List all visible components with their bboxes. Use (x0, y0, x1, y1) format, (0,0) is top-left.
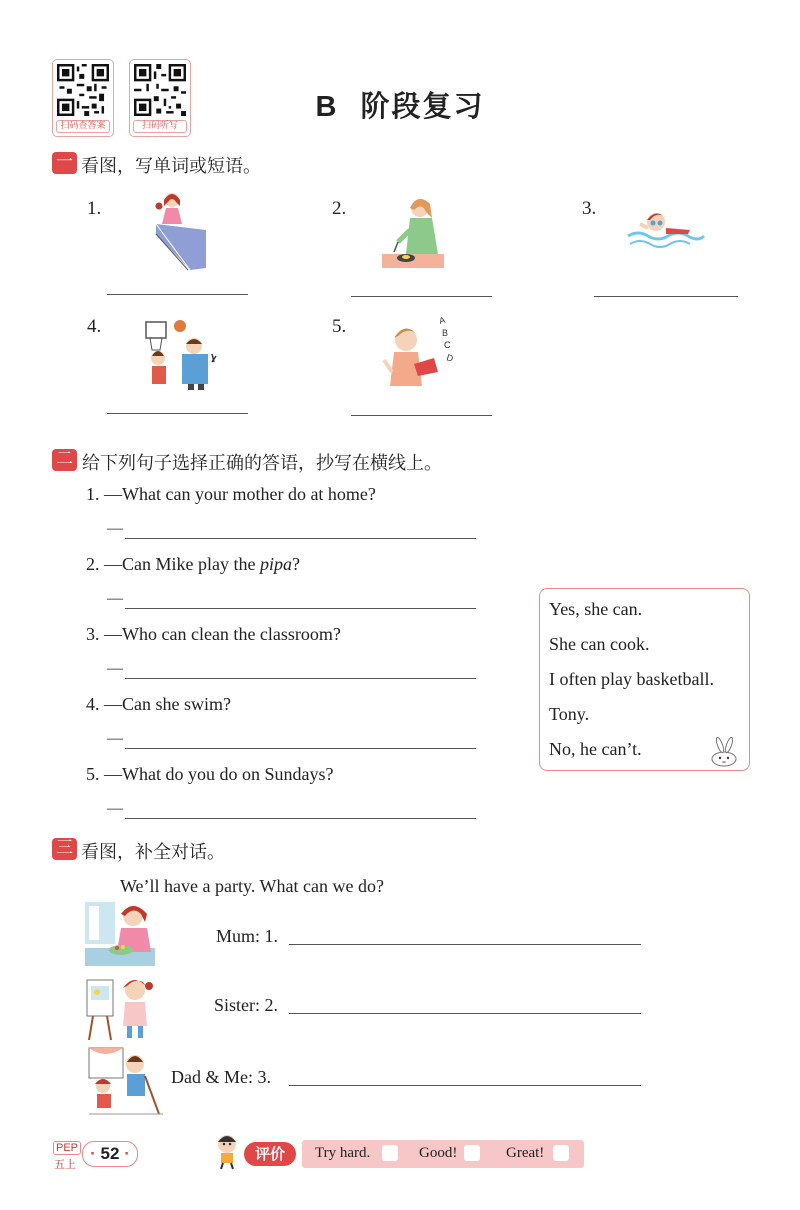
answer-dash: — (107, 590, 123, 607)
dialogue-blank-1[interactable] (289, 944, 641, 945)
section-badge-1: 一 (52, 152, 77, 174)
item-number: 4. (87, 316, 102, 337)
option-item: Tony. (549, 704, 590, 724)
section-instruction-1: 看图，写单词或短语。 (81, 156, 261, 177)
title-letter: B (315, 91, 339, 123)
question-text-end: ? (292, 554, 300, 574)
question-text: —Who can clean the classroom? (104, 624, 341, 644)
page-number-value: 52 (100, 1144, 120, 1163)
letter-c: C (444, 340, 451, 350)
basketball-illustration (142, 316, 220, 392)
section-badge-3: 三 (52, 838, 77, 860)
question-number: 4. (86, 694, 100, 714)
question-italic: pipa (259, 554, 292, 574)
eval-great-label: Great! (506, 1145, 545, 1161)
answer-blank-3[interactable] (594, 296, 738, 297)
eval-great-checkbox[interactable] (553, 1145, 569, 1161)
eval-good-checkbox[interactable] (464, 1145, 480, 1161)
answer-dash: — (107, 520, 123, 537)
eval-try-hard-checkbox[interactable] (382, 1145, 398, 1161)
letter-d: D (445, 352, 455, 364)
question-1 (86, 484, 376, 505)
qr-caption: 扫码查答案 (56, 120, 110, 133)
mascot-icon (212, 1132, 242, 1170)
answer-line-2[interactable] (125, 608, 476, 609)
section-instruction-3: 看图，补全对话。 (81, 842, 225, 863)
page-number: · 52 · (82, 1141, 138, 1167)
title-text: 阶段复习 (360, 89, 485, 123)
dad-and-me-cleaning-illustration (85, 1046, 165, 1118)
question-number: 1. (86, 484, 100, 504)
reading-english-illustration (378, 316, 460, 390)
question-number: 2. (86, 554, 100, 574)
evaluation-label: 评价 (244, 1142, 296, 1166)
answer-blank-2[interactable] (351, 296, 492, 297)
dialogue-speaker-dad-me: Dad & Me: 3. (171, 1067, 271, 1087)
item-number: 3. (582, 198, 597, 219)
question-2 (86, 554, 300, 575)
answer-line-3[interactable] (125, 678, 476, 679)
evaluation-bar (302, 1140, 584, 1168)
option-item: No, he can’t. (549, 739, 642, 759)
answer-dash: — (107, 660, 123, 677)
answer-line-5[interactable] (125, 818, 476, 819)
answer-blank-4[interactable] (107, 413, 248, 414)
question-text: —What do you do on Sundays? (104, 764, 334, 784)
dialogue-speaker-mum: Mum: 1. (216, 926, 279, 946)
cooking-illustration (380, 196, 446, 270)
option-item: I often play basketball. (549, 669, 714, 689)
eval-try-hard-label: Try hard. (315, 1145, 371, 1161)
question-text: —Can she swim? (104, 694, 231, 714)
ping-pong-illustration (150, 190, 212, 272)
sister-drawing-illustration (85, 974, 157, 1042)
rabbit-icon (702, 737, 746, 767)
section-badge-2: 二 (52, 449, 77, 471)
item-number: 5. (332, 316, 347, 337)
question-5 (86, 764, 333, 785)
dialogue-prompt: We’ll have a party. What can we do? (120, 876, 384, 896)
pep-badge: PEP (53, 1141, 81, 1155)
letter-a: A (437, 314, 447, 326)
item-number: 1. (87, 198, 102, 219)
option-item: She can cook. (549, 634, 650, 654)
letter-b: B (442, 328, 449, 338)
answer-line-4[interactable] (125, 748, 476, 749)
question-text: —Can Mike play the (104, 554, 260, 574)
question-number: 3. (86, 624, 100, 644)
mum-cooking-illustration (85, 900, 157, 968)
answer-dash: — (107, 730, 123, 747)
answer-dash: — (107, 800, 123, 817)
option-item: Yes, she can. (549, 599, 643, 619)
dialogue-blank-3[interactable] (289, 1085, 641, 1086)
answer-blank-1[interactable] (107, 294, 248, 295)
item-number: 2. (332, 198, 347, 219)
question-3 (86, 624, 341, 645)
answer-line-1[interactable] (125, 538, 476, 539)
question-4 (86, 694, 231, 715)
answer-options-box (539, 588, 750, 771)
qr-caption: 扫码听写 (133, 120, 187, 133)
question-text: —What can your mother do at home? (104, 484, 376, 504)
grade-label: 五上 (54, 1158, 76, 1171)
dialogue-speaker-sister: Sister: 2. (214, 995, 279, 1015)
answer-blank-5[interactable] (351, 415, 492, 416)
dialogue-blank-2[interactable] (289, 1013, 641, 1014)
question-number: 5. (86, 764, 100, 784)
section-instruction-2: 给下列句子选择正确的答语，抄写在横线上。 (82, 453, 442, 474)
eval-good-label: Good! (419, 1145, 458, 1161)
page-title (0, 84, 800, 125)
swimming-illustration (626, 208, 704, 250)
